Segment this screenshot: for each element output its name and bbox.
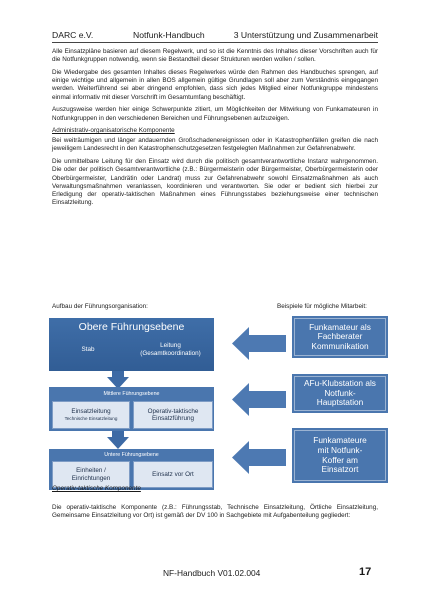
- operations-command-line1: Einsatzleitung: [71, 407, 111, 415]
- header-chapter-title: 3 Unterstützung und Zusammenarbeit: [233, 30, 378, 40]
- lower-leadership-box: [49, 449, 214, 490]
- tactical-command-line2: Einsatzführung: [151, 415, 194, 422]
- closing-paragraph: Die operativ-taktische Komponente (z.B.: Führungsstab, Technische Einsatzleitung, Örtliche Einsatzleitung, Gemeinsame Einsatzleitung vor Ort) ist gemäß der DV 100 in Sachgebiete mit Aufgabenteilung gegliedert:: [52, 504, 378, 520]
- down-arrow-2: [107, 437, 129, 449]
- left-arrow-1: [232, 327, 286, 360]
- lower-leadership-title: Untere Führungsebene: [104, 452, 159, 458]
- footer-version: NF-Handbuch V01.02.004: [163, 568, 261, 578]
- paragraph-3: Auszugsweise werden hier einige Schwerpunkte zitiert, um Möglichkeiten der Mitwirkung von Funkamateuren in Notfunkgruppen in den verschiedenen Bereichen und Führungsebenen aufzuzeigen.: [52, 106, 378, 122]
- command-label-line2: (Gesamtkoordination): [140, 349, 201, 357]
- middle-leadership-box: [49, 387, 214, 431]
- section-paragraph-1: Bei weiträumigen und länger andauernden Großschadenereignissen oder in Katastrophenfällen greifen die nach jeweiligem Landesrecht in den Katastrophenschutzgesetzen festgelegten Maßnahmen zur Gefahrenabwehr.: [52, 137, 378, 153]
- left-arrow-2: [232, 383, 286, 416]
- upper-leadership-box: [49, 318, 214, 371]
- staff-box: [53, 335, 123, 364]
- example-box-advisor-frame: [294, 318, 386, 356]
- example-club-line2: Notfunk-: [324, 387, 356, 398]
- section-paragraph-2: Die unmittelbare Leitung für den Einsatz wird durch die politisch gesamtverantwortliche Instanz wahrgenommen. Die oder der politisch Gesamtverantwortliche (z.B.: Bürgermeisterin oder Bürgermeister, Oberbürgermeisterin oder Oberbürgermeister, Landrätin oder Landrat) muss zur Gefahrenabwehr sowohl Einsatzmaßnahmen als auch Verwaltungsmaßnahmen veranlassen, koordinieren und verantworten. Sie oder er bedient sich hierbei zur Erledigung der operativ-taktischen Maßnahmen eines Führungsstabes beziehungsweise einer technischen Einsatzleitung.: [52, 158, 378, 207]
- units-line1: Einheiten /: [76, 467, 106, 475]
- example-box-club-station: [292, 374, 388, 413]
- header-handbook-title: Notfunk-Handbuch: [133, 30, 205, 40]
- page-number: 17: [359, 566, 372, 578]
- tactical-command-box: [133, 401, 213, 429]
- diagram-left-label: Aufbau der Führungsorganisation:: [52, 303, 148, 310]
- command-label-line1: Leitung: [160, 342, 181, 350]
- example-on-site-line4: Einsatzort: [321, 464, 359, 475]
- units-box: [52, 461, 130, 488]
- middle-leadership-title: Mittlere Führungsebene: [103, 391, 160, 397]
- units-line2: Einrichtungen: [71, 474, 111, 482]
- example-advisor-line1: Funkamateur als: [309, 321, 371, 332]
- example-advisor-line2: Fachberater: [317, 331, 363, 342]
- example-on-site-line3: Koffer am: [322, 454, 358, 465]
- example-box-on-site: [292, 428, 388, 483]
- example-club-line1: AFu-Klubstation als: [304, 378, 376, 389]
- example-on-site-line1: Funkamateure: [313, 435, 367, 446]
- left-arrow-3: [232, 441, 286, 474]
- diagram-right-label: Beispiele für mögliche Mitarbeit:: [277, 303, 367, 310]
- paragraph-2: Die Wiedergabe des gesamten Inhaltes dieses Regelwerkes würde den Rahmen des Handbuches sprengen, auf einige wichtige und allgemein in allen BOS allgemein gültige Grundlagen soll aber zum Verständnis eingegangen werden. Weiterführend sei aber dringend empfohlen, dass sich jedes Mitglied einer Notfunkgruppe mindestens einmal informativ mit dieser Vorschrift im Gesamtumfang beschäftigt.: [52, 69, 378, 101]
- header-rule: [52, 42, 378, 43]
- command-box: [131, 335, 210, 364]
- example-box-club-station-frame: [294, 376, 386, 411]
- operations-command-box: [52, 401, 130, 429]
- section-heading: Administrativ-organisatorische Komponente: [52, 127, 175, 135]
- upper-leadership-title: Obere Führungsebene: [78, 321, 185, 333]
- operations-command-line2: Technische Einsatzleitung: [64, 416, 118, 421]
- staff-label: Stab: [81, 345, 95, 353]
- example-on-site-line2: mit Notfunk-: [317, 444, 363, 455]
- example-advisor-line3: Kommunikation: [311, 340, 369, 351]
- on-site-box: [133, 461, 213, 488]
- example-box-advisor: [292, 316, 388, 358]
- example-box-on-site-frame: [294, 430, 386, 481]
- diagram-caption: Operativ-taktische Komponente: [52, 485, 141, 492]
- on-site-label: Einsatz vor Ort: [152, 470, 194, 478]
- paragraph-1: Alle Einsatzpläne basieren auf diesem Regelwerk, und so ist die Kenntnis des Inhaltes dieser Vorschriften auch für die Notfunkgruppen notwendig, wenn sie Bestandteil dieser Strukturen werden wollen / sollen.: [52, 48, 378, 64]
- body-text: [52, 48, 378, 212]
- header-organization: DARC e.V.: [52, 30, 94, 40]
- example-club-line3: Hauptstation: [316, 397, 364, 408]
- tactical-command-line1: Operativ-taktische: [147, 407, 199, 415]
